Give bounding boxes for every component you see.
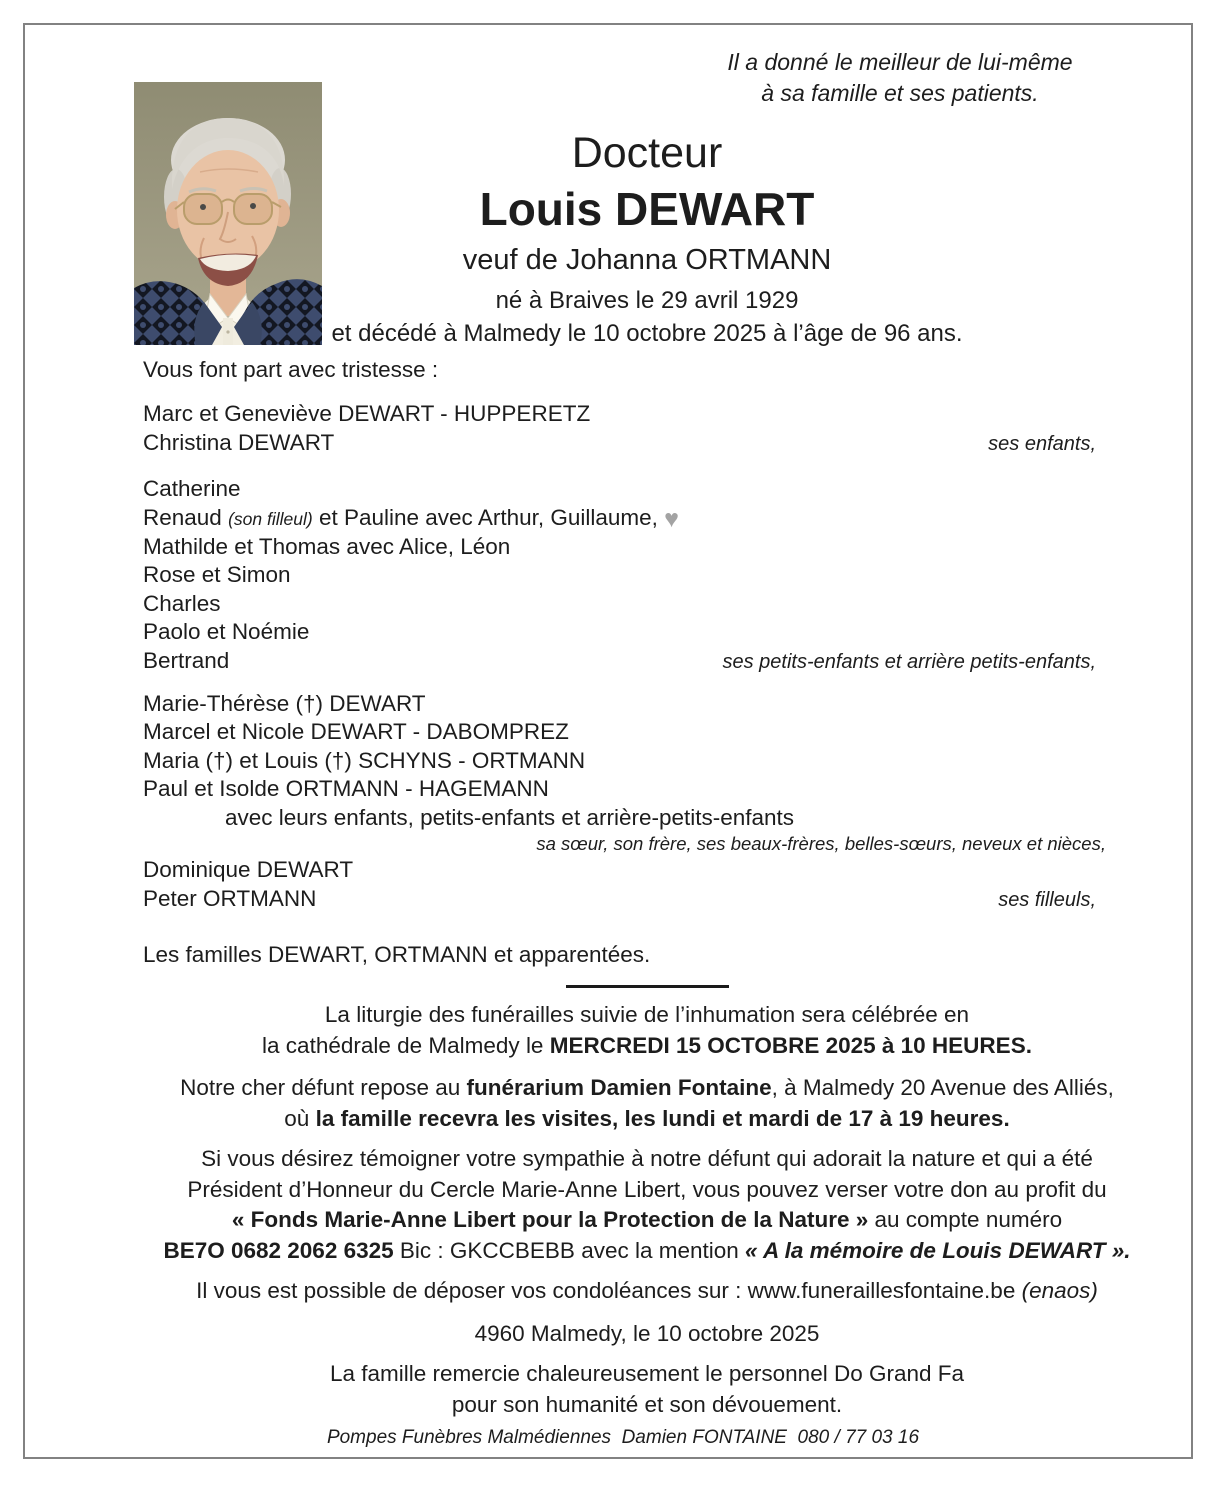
relationship-label-children: ses enfants, [988,432,1096,455]
families-line: Les familles DEWART, ORTMANN et apparentées. [143,941,651,967]
relationship-label-grandchildren: ses petits-enfants et arrière petits-enfants, [722,650,1096,673]
children-block [143,400,1151,458]
family-line-with-label [143,885,1151,914]
family-line: Charles [143,590,221,616]
family-line: Marie-Thérèse (†) DEWART [143,691,426,717]
renaud-rest: et Pauline avec Arthur, Guillaume, [312,504,665,530]
donation-line1: Si vous désirez témoigner votre sympathie à notre défunt qui adorait la nature et qui a été [201,1146,1093,1172]
thanks-paragraph [143,1359,1151,1420]
dedication-quote-line2: à sa famille et ses patients. [761,80,1039,106]
renaud-name: Renaud [143,504,229,530]
deceased-death: et décédé à Malmedy le 10 octobre 2025 à l’âge de 96 ans. [331,320,963,347]
fund-post: au compte numéro [868,1207,1063,1233]
dedication-quote [690,47,1110,109]
siblings-descendants-line: avec leurs enfants, petits-enfants et arrière-petits-enfants [225,804,795,830]
family-line-renaud [143,504,1151,533]
donation-line2: Président d’Honneur du Cercle Marie-Anne Libert, vous pouvez verser votre don au profit du [187,1176,1107,1202]
condolences-text: Il vous est possible de déposer vos condoléances sur : www.funeraillesfontaine.be [196,1278,1022,1304]
liturgy-paragraph [143,1000,1151,1061]
place-date-line: 4960 Malmedy, le 10 octobre 2025 [474,1320,820,1346]
iban-number: BE7O 0682 2062 6325 [163,1237,394,1263]
grandchildren-block [143,475,1151,676]
intro-line: Vous font part avec tristesse : [143,357,439,382]
section-divider [566,985,729,988]
bic-text: Bic : GKCCBEBB avec la mention [393,1237,746,1263]
condolences-site-note: (enaos) [1021,1278,1098,1304]
deceased-birth: né à Braives le 29 avril 1929 [495,287,799,314]
liturgy-datetime: MERCREDI 15 OCTOBRE 2025 à 10 HEURES. [549,1032,1032,1058]
fund-name: « Fonds Marie-Anne Libert pour la Protection de la Nature » [231,1207,869,1233]
thanks-line1: La famille remercie chaleureusement le personnel Do Grand Fa [329,1361,965,1387]
family-line: Catherine [143,476,241,502]
deceased-name: Louis DEWART [479,183,815,235]
donation-paragraph [143,1144,1151,1266]
family-line: Peter ORTMANN [143,885,317,911]
portrait-photo [134,82,322,345]
visits-schedule: la famille recevra les visites, les lundi et mardi de 17 à 19 heures. [315,1105,1010,1131]
family-line: Mathilde et Thomas avec Alice, Léon [143,534,511,560]
repose-post: , à Malmedy 20 Avenue des Alliés, [771,1075,1114,1101]
memory-mention: « A la mémoire de Louis DEWART ». [745,1237,1131,1263]
repose-pre: Notre cher défunt repose au [180,1075,467,1101]
family-line-with-label [143,429,1151,458]
siblings-block [143,690,1151,856]
visits-pre: où [284,1105,316,1131]
godson-note: (son filleul) [228,508,313,529]
family-line: Marc et Geneviève DEWART - HUPPERETZ [143,401,591,427]
family-line: Rose et Simon [143,562,291,588]
family-line: Bertrand [143,647,230,673]
family-line-with-label [143,647,1151,676]
funeral-home-footer: Pompes Funèbres Malmédiennes Damien FONTAINE 080 / 77 03 16 [326,1427,920,1448]
ceremony-section [143,1000,1151,1420]
dedication-quote-line1: Il a donné le meilleur de lui-même [727,49,1073,75]
relationship-label-siblings: sa sœur, son frère, ses beaux-frères, belles-sœurs, neveux et nièces, [536,833,1106,855]
family-line: Christina DEWART [143,429,335,455]
liturgy-line1: La liturgie des funérailles suivie de l’inhumation sera célébrée en [324,1002,970,1028]
relationship-label-godsons: ses filleuls, [998,888,1096,911]
condolences-paragraph [143,1276,1151,1307]
grey-heart-icon: ♥ [664,504,679,533]
announcement-body [143,356,1151,1420]
deceased-title: Docteur [571,129,723,177]
family-line: Paolo et Noémie [143,619,310,645]
liturgy-line2-pre: la cathédrale de Malmedy le [262,1032,550,1058]
family-line: Maria (†) et Louis (†) SCHYNS - ORTMANN [143,747,586,773]
thanks-line2: pour son humanité et son dévouement. [451,1391,843,1417]
family-line: Dominique DEWART [143,857,354,883]
family-line: Marcel et Nicole DEWART - DABOMPREZ [143,719,569,745]
funeral-home-name: funérarium Damien Fontaine [466,1075,772,1101]
godsons-block [143,856,1151,914]
family-line: Paul et Isolde ORTMANN - HAGEMANN [143,776,549,802]
deceased-relation: veuf de Johanna ORTMANN [462,244,832,276]
repose-paragraph [143,1073,1151,1134]
